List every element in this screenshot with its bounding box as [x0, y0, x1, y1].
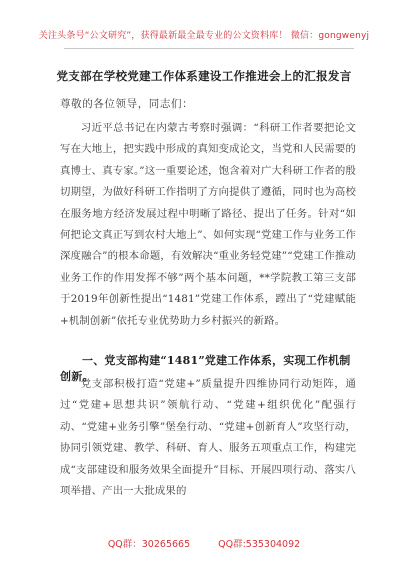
footer-qq-group-2: QQ群:535304092	[218, 539, 301, 550]
salutation: 尊敬的各位领导，同志们：	[60, 98, 194, 110]
body-paragraph-2: 党支部积极打造“党建+”质量提升四维协同行动矩阵，通过“党建+思想共识”领航行动、“党建+组织优化”配强行动、“党建+业务引擎”堡垒行动、“党建+创新育人”攻坚行动，协同引领党建、教学、科研、育人、服务五项重点工作，构建完成“支部建设和服务效果全面提升”目标、开展四项行动、落实八项举措、产出一大批成果的	[60, 378, 356, 498]
footer-qq-group-1: QQ群：30265665	[107, 539, 191, 550]
header-divider	[64, 48, 354, 49]
body-paragraph-1: 习近平总书记在内蒙古考察时强调：“科研工作者要把论文写在大地上，把实践中形成的真知变成论文，当党和人民需要的真博士、真专家。”这一重要论述，饱含着对广大科研工作者的殷切期望，为做好科研工作指明了方向提供了遵循，同时也为高校在服务地方经济发展过程中明晰了路径、提出了任务。针对“如何把论文真正写到农村大地上”、如何实现“党建工作与业务工作深度融合”的根本命题，有效解决“重业务轻党建”“党建工作推动业务工作的作用发挥不够”两个基本问题，**学院教工第三支部于2019年创新性提出“1481”党建工作体系，蹚出了“党建赋能+机制创新”依托专业优势助力乡村振兴的新路。	[60, 122, 356, 327]
section-heading: 一、党支部构建“1481”党建工作体系，实现工作机制创新。	[60, 354, 351, 383]
footer	[0, 536, 408, 550]
document-title: 党支部在学校党建工作体系建设工作推进会上的汇报发言	[56, 69, 352, 83]
header-banner: 关注头条号“公文研究”，获得最新最全最专业的公文资料库！ 微信：gongwenyj	[38, 31, 370, 41]
